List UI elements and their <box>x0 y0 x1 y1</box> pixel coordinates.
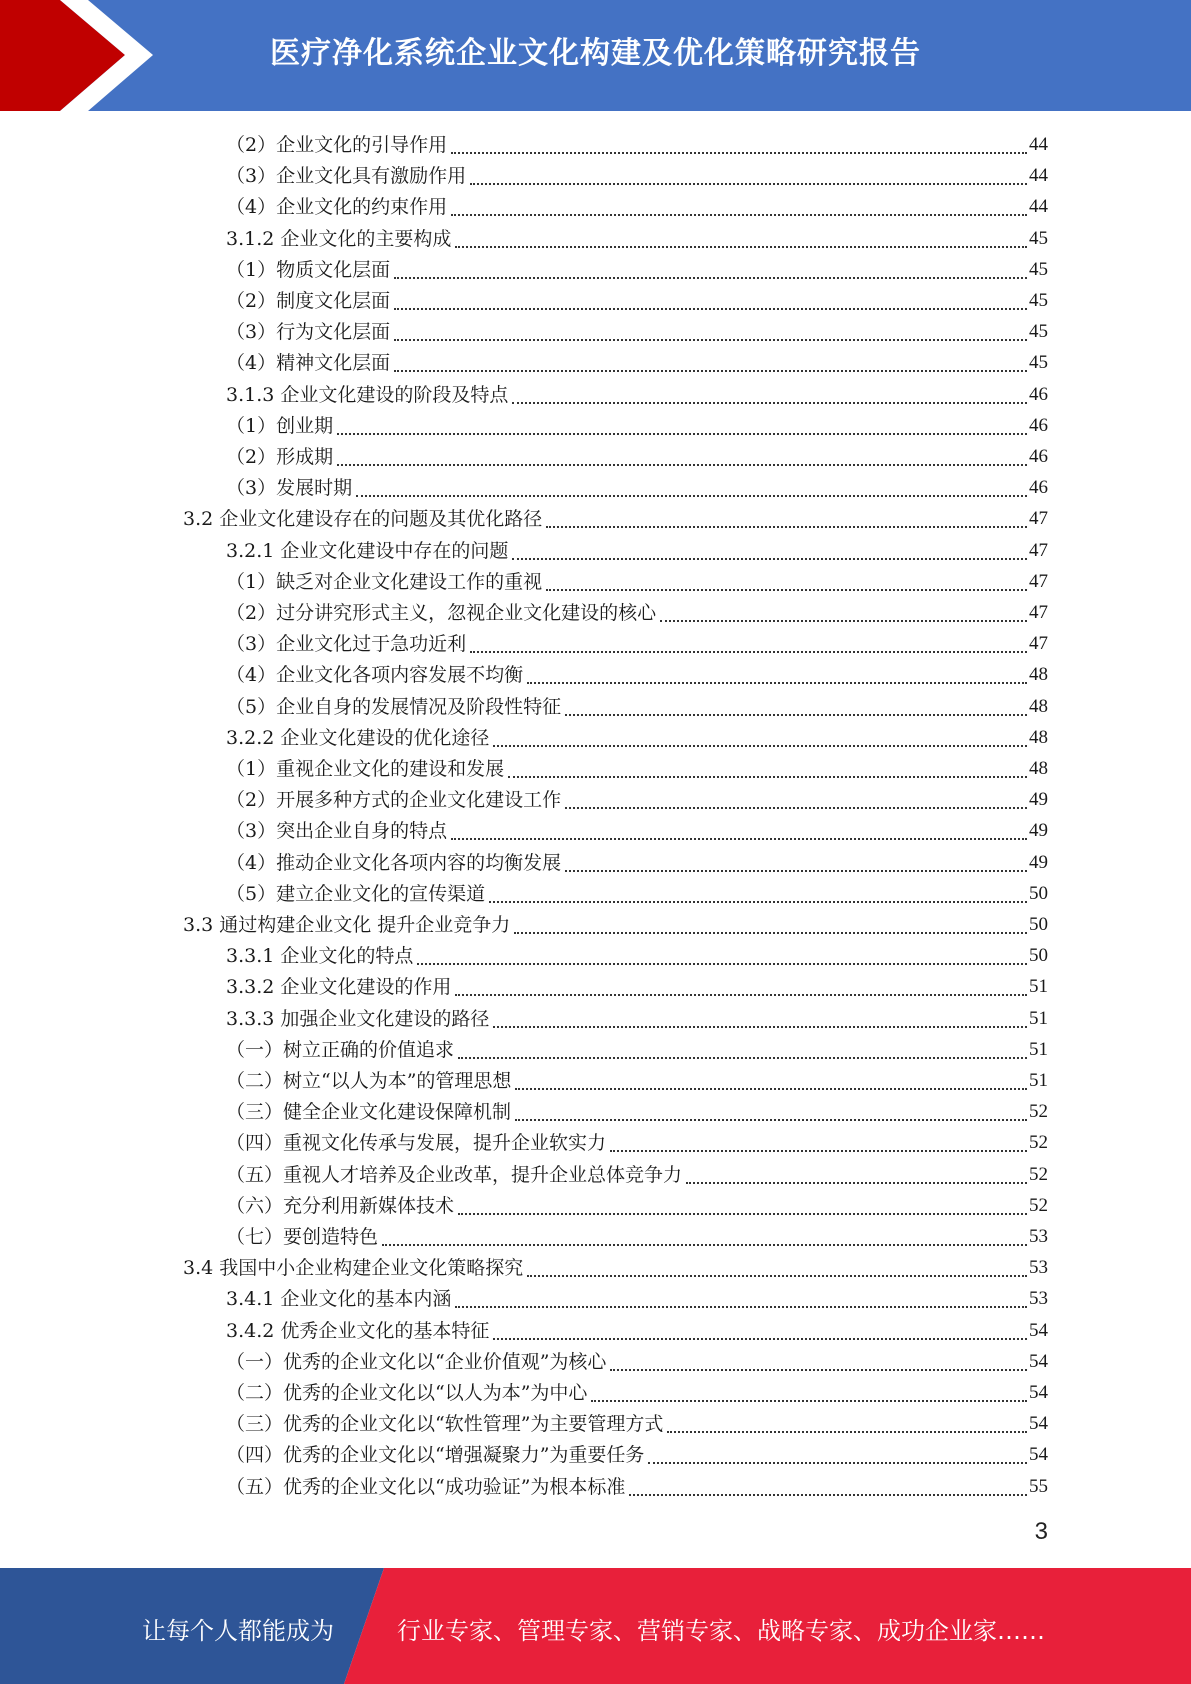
toc-entry[interactable] <box>226 969 1048 999</box>
toc-dot-leader <box>493 1006 1027 1028</box>
toc-entry[interactable] <box>226 1063 1048 1093</box>
toc-entry[interactable] <box>226 345 1048 375</box>
toc-entry-title: （2）开展多种方式的企业文化建设工作 <box>226 789 562 812</box>
toc-entry[interactable] <box>226 1313 1048 1343</box>
toc-dot-leader <box>565 787 1027 809</box>
toc-entry[interactable] <box>226 1125 1048 1155</box>
toc-entry[interactable] <box>226 1469 1048 1499</box>
toc-entry-title: 3.3.3 加强企业文化建设的路径 <box>226 1007 490 1030</box>
toc-entry-page: 54 <box>1029 1350 1048 1372</box>
toc-entry-page: 53 <box>1029 1257 1048 1279</box>
toc-entry[interactable] <box>183 907 1048 937</box>
toc-entry-title: 3.3 通过构建企业文化 提升企业竞争力 <box>183 914 511 936</box>
page-number: 3 <box>1034 1518 1048 1545</box>
toc-entry-title: （3）突出企业自身的特点 <box>226 820 448 843</box>
toc-entry-page: 54 <box>1029 1444 1048 1466</box>
toc-entry-page: 46 <box>1029 383 1048 405</box>
toc-entry-title: （七）要创造特色 <box>226 1226 379 1248</box>
toc-entry[interactable] <box>226 1157 1048 1187</box>
toc-entry-title: （1）重视企业文化的建设和发展 <box>226 758 505 780</box>
toc-entry-title: （2）形成期 <box>226 446 334 468</box>
toc-dot-leader <box>565 850 1027 872</box>
toc-entry-title: （3）企业文化过于急功近利 <box>226 633 467 656</box>
toc-entry-page: 47 <box>1029 602 1048 623</box>
toc-entry[interactable] <box>226 1188 1048 1218</box>
toc-entry[interactable] <box>226 1344 1048 1374</box>
document-title: 医疗净化系统企业文化构建及优化策略研究报告 <box>270 36 921 71</box>
toc-entry-title: （一）优秀的企业文化以“企业价值观”为核心 <box>226 1350 607 1373</box>
toc-entry[interactable] <box>226 189 1048 219</box>
toc-entry-title: 3.4.2 优秀企业文化的基本特征 <box>226 1319 490 1342</box>
toc-entry-title: （3）企业文化具有激励作用 <box>226 165 467 188</box>
toc-entry-title: （三）优秀的企业文化以“软性管理”为主要管理方式 <box>226 1413 664 1436</box>
toc-dot-leader <box>458 1193 1027 1215</box>
toc-entry[interactable] <box>226 533 1048 563</box>
toc-entry[interactable] <box>226 221 1048 251</box>
toc-dot-leader <box>470 631 1027 653</box>
toc-dot-leader <box>514 912 1027 934</box>
toc-entry-title: （2）过分讲究形式主义，忽视企业文化建设的核心 <box>226 602 657 624</box>
toc-dot-leader <box>451 132 1027 154</box>
toc-dot-leader <box>610 1349 1027 1371</box>
toc-entry-title: （六）充分利用新媒体技术 <box>226 1194 455 1217</box>
toc-dot-leader <box>546 569 1027 591</box>
toc-dot-leader <box>546 506 1027 528</box>
toc-entry-page: 49 <box>1029 851 1048 873</box>
footer-slogan-right: 行业专家、管理专家、营销专家、战略专家、成功企业家…… <box>397 1617 1045 1645</box>
toc-entry-page: 53 <box>1029 1288 1048 1310</box>
toc-entry-title: （5）企业自身的发展情况及阶段性特征 <box>226 695 562 718</box>
toc-dot-leader <box>610 1130 1027 1152</box>
toc-entry-title: （4）精神文化层面 <box>226 352 391 375</box>
toc-entry[interactable] <box>226 470 1048 500</box>
toc-dot-leader <box>394 288 1027 310</box>
toc-entry-title: （1）创业期 <box>226 414 334 437</box>
toc-entry-page: 48 <box>1029 664 1048 686</box>
toc-entry-page: 46 <box>1029 477 1048 499</box>
toc-entry[interactable] <box>226 1437 1048 1467</box>
toc-entry-page: 54 <box>1029 1413 1048 1435</box>
toc-entry-page: 52 <box>1029 1194 1048 1216</box>
toc-entry[interactable] <box>226 1281 1048 1311</box>
toc-entry-title: （一）树立正确的价值追求 <box>226 1038 455 1061</box>
toc-entry-title: 3.2.2 企业文化建设的优化途径 <box>226 726 490 749</box>
toc-entry-title: （四）优秀的企业文化以“增强凝聚力”为重要任务 <box>226 1444 645 1467</box>
footer-slogan-left: 让每个人都能成为 <box>142 1617 334 1645</box>
toc-entry-title: 3.3.1 企业文化的特点 <box>226 945 414 968</box>
toc-entry-page: 55 <box>1029 1475 1048 1497</box>
toc-entry-page: 48 <box>1029 726 1048 748</box>
toc-entry[interactable] <box>226 845 1048 875</box>
toc-dot-leader <box>451 818 1027 840</box>
toc-dot-leader <box>660 600 1027 622</box>
toc-dot-leader <box>356 475 1027 497</box>
toc-entry[interactable] <box>226 813 1048 843</box>
toc-entry-page: 46 <box>1029 414 1048 436</box>
page-footer <box>0 1568 1191 1684</box>
toc-entry-title: 3.2.1 企业文化建设中存在的问题 <box>226 539 509 562</box>
toc-entry[interactable] <box>226 1219 1048 1249</box>
toc-entry[interactable] <box>226 377 1048 407</box>
toc-entry[interactable] <box>226 439 1048 469</box>
toc-entry[interactable] <box>226 751 1048 781</box>
toc-entry[interactable] <box>226 720 1048 750</box>
toc-entry-title: （2）企业文化的引导作用 <box>226 134 448 156</box>
toc-entry[interactable] <box>226 252 1048 282</box>
toc-entry-page: 45 <box>1029 321 1048 343</box>
toc-entry[interactable] <box>183 1250 1048 1280</box>
toc-entry[interactable] <box>226 314 1048 344</box>
toc-entry[interactable] <box>226 689 1048 719</box>
toc-entry-title: （2）制度文化层面 <box>226 290 391 312</box>
toc-entry-title: 3.1.2 企业文化的主要构成 <box>226 227 452 250</box>
toc-dot-leader <box>337 413 1027 435</box>
toc-entry-title: （五）优秀的企业文化以“成功验证”为根本标准 <box>226 1475 626 1498</box>
toc-dot-leader <box>417 943 1027 965</box>
toc-entry[interactable] <box>226 938 1048 968</box>
toc-entry-title: （4）企业文化各项内容发展不均衡 <box>226 664 524 687</box>
toc-entry-page: 53 <box>1029 1226 1048 1247</box>
toc-entry-page: 54 <box>1029 1382 1048 1403</box>
toc-dot-leader <box>527 1255 1027 1277</box>
toc-entry-page: 44 <box>1029 165 1048 187</box>
toc-entry[interactable] <box>226 1001 1048 1031</box>
toc-entry-page: 52 <box>1029 1132 1048 1154</box>
toc-entry[interactable] <box>226 564 1048 594</box>
toc-dot-leader <box>458 1037 1027 1059</box>
toc-entry-title: （1）缺乏对企业文化建设工作的重视 <box>226 570 543 593</box>
toc-dot-leader <box>565 694 1027 716</box>
toc-dot-leader <box>394 350 1027 372</box>
toc-dot-leader <box>508 756 1027 778</box>
toc-entry-page: 50 <box>1029 945 1048 967</box>
toc-entry-title: （四）重视文化传承与发展，提升企业软实力 <box>226 1132 607 1155</box>
toc-dot-leader <box>512 538 1027 560</box>
toc-entry-title: （五）重视人才培养及企业改革，提升企业总体竞争力 <box>226 1163 683 1186</box>
toc-entry-title: 3.4 我国中小企业构建企业文化策略探究 <box>183 1257 524 1280</box>
toc-entry-page: 47 <box>1029 508 1048 530</box>
toc-entry-page: 51 <box>1029 1070 1048 1091</box>
toc-entry-page: 51 <box>1029 1007 1048 1029</box>
toc-entry-page: 54 <box>1029 1319 1048 1341</box>
toc-entry-title: （4）推动企业文化各项内容的均衡发展 <box>226 851 562 874</box>
toc-entry[interactable] <box>226 782 1048 812</box>
toc-entry-page: 51 <box>1029 976 1048 998</box>
toc-entry-page: 52 <box>1029 1101 1048 1123</box>
toc-entry-title: 3.2 企业文化建设存在的问题及其优化路径 <box>183 508 543 531</box>
toc-entry-title: 3.1.3 企业文化建设的阶段及特点 <box>226 383 509 406</box>
toc-entry-page: 49 <box>1029 820 1048 842</box>
toc-entry-page: 47 <box>1029 633 1048 655</box>
toc-dot-leader <box>394 257 1027 279</box>
toc-entry-page: 49 <box>1029 789 1048 811</box>
toc-entry-page: 44 <box>1029 134 1048 155</box>
toc-dot-leader <box>493 1318 1027 1340</box>
toc-dot-leader <box>648 1442 1027 1464</box>
toc-dot-leader <box>382 1224 1027 1246</box>
toc-entry-page: 45 <box>1029 352 1048 374</box>
toc-entry-page: 48 <box>1029 758 1048 779</box>
toc-entry-page: 44 <box>1029 196 1048 218</box>
toc-entry[interactable] <box>226 1375 1048 1405</box>
toc-dot-leader <box>686 1162 1027 1184</box>
toc-entry[interactable] <box>226 876 1048 906</box>
toc-entry[interactable] <box>226 283 1048 313</box>
toc-entry[interactable] <box>226 626 1048 656</box>
toc-dot-leader <box>455 1286 1027 1308</box>
toc-dot-leader <box>667 1411 1027 1433</box>
toc-entry-page: 45 <box>1029 258 1048 280</box>
toc-entry-page: 47 <box>1029 570 1048 592</box>
toc-dot-leader <box>337 444 1027 466</box>
page-header <box>0 0 1191 111</box>
toc-entry-title: （3）行为文化层面 <box>226 321 391 344</box>
toc-entry-page: 45 <box>1029 227 1048 249</box>
toc-dot-leader <box>470 163 1027 185</box>
toc-dot-leader <box>527 662 1027 684</box>
toc-entry-title: （1）物质文化层面 <box>226 258 391 281</box>
toc-entry[interactable] <box>226 1094 1048 1124</box>
toc-dot-leader <box>512 382 1027 404</box>
toc-dot-leader <box>591 1380 1027 1402</box>
toc-entry-page: 47 <box>1029 539 1048 561</box>
toc-entry[interactable] <box>226 1032 1048 1062</box>
toc-dot-leader <box>455 974 1027 996</box>
toc-entry-page: 48 <box>1029 695 1048 717</box>
toc-entry-title: （二）优秀的企业文化以“以人为本”为中心 <box>226 1382 588 1404</box>
toc-entry-title: （二）树立“以人为本”的管理思想 <box>226 1070 512 1092</box>
toc-entry-page: 51 <box>1029 1038 1048 1060</box>
toc-entry[interactable] <box>183 501 1048 531</box>
toc-dot-leader <box>394 319 1027 341</box>
toc-entry-title: 3.3.2 企业文化建设的作用 <box>226 976 452 999</box>
toc-dot-leader <box>493 725 1027 747</box>
toc-dot-leader <box>455 226 1027 248</box>
toc-entry-title: （4）企业文化的约束作用 <box>226 196 448 219</box>
toc-dot-leader <box>515 1099 1027 1121</box>
toc-entry[interactable] <box>226 158 1048 188</box>
toc-entry[interactable] <box>226 1406 1048 1436</box>
toc-entry-title: 3.4.1 企业文化的基本内涵 <box>226 1288 452 1311</box>
toc-entry[interactable] <box>226 595 1048 625</box>
toc-dot-leader <box>629 1474 1027 1496</box>
toc-entry-page: 50 <box>1029 914 1048 935</box>
toc-dot-leader <box>515 1068 1027 1090</box>
toc-entry-title: （三）健全企业文化建设保障机制 <box>226 1101 512 1124</box>
toc-entry-page: 50 <box>1029 882 1048 904</box>
toc-entry-page: 45 <box>1029 290 1048 311</box>
toc-entry-page: 46 <box>1029 446 1048 467</box>
toc-entry[interactable] <box>226 657 1048 687</box>
toc-entry-title: （3）发展时期 <box>226 477 353 500</box>
toc-entry[interactable] <box>226 127 1048 157</box>
toc-entry-page: 52 <box>1029 1163 1048 1185</box>
toc-dot-leader <box>489 881 1027 903</box>
toc-dot-leader <box>451 194 1027 216</box>
toc-entry-title: （5）建立企业文化的宣传渠道 <box>226 882 486 905</box>
toc-entry[interactable] <box>226 408 1048 438</box>
